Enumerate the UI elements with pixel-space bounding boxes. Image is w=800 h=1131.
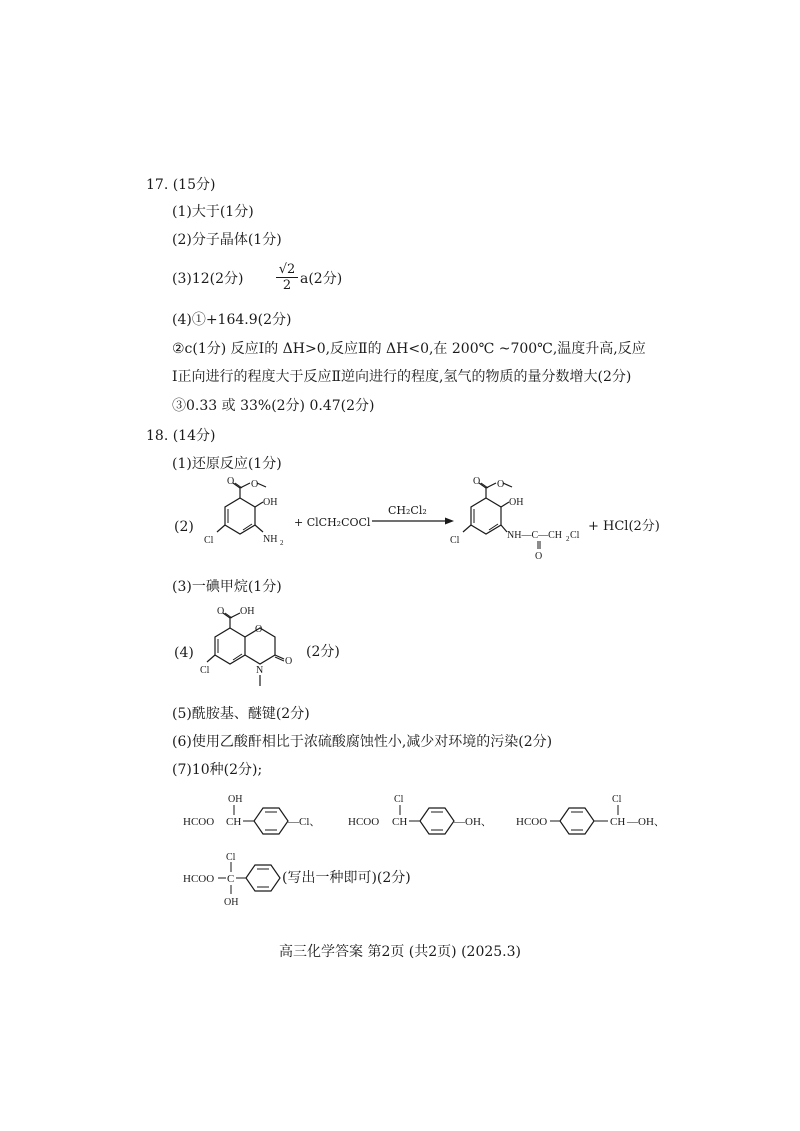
product-chloro-label: Cl [450,535,460,546]
chloro-label: Cl [204,535,214,546]
amide-chain-subscript: 2 [566,535,570,543]
q18-answer-4-score: (2分) [306,644,340,660]
q18-answer-3: (3)一碘甲烷(1分) [172,579,282,595]
q17-answer-2: (2)分子晶体(1分) [172,232,282,248]
isomer-b-ch: CH [392,816,408,828]
product-hydroxyl-label: OH [509,497,524,508]
q17-answer-3: (3)12(2分) [172,271,244,287]
q18-answer-7: (7)10种(2分); [172,762,263,778]
page-footer: 高三化学答案 第2页 (共2页) (2025.3) [279,944,521,960]
amide-chain-label: NH—C—CH [507,530,563,541]
lactam-o: O [285,656,293,667]
isomer-d-c: C [227,873,235,885]
isomer-c-hcoo: HCOO [516,816,548,828]
amide-o: O [535,551,543,562]
isomer-b-cl: Cl [394,794,404,805]
q18-answer-2-label: (2) [174,519,194,535]
product-carbonyl-o: O [473,476,481,487]
isomer-d-oh: OH [224,897,239,908]
benzoxazinone-cl: Cl [200,665,210,676]
q18-answer-7-note: (写出一种即可)(2分) [282,870,411,886]
q17-answer-1: (1)大于(1分) [172,204,254,220]
isomer-d-hcoo: HCOO [183,873,215,885]
reagent-label: + ClCH₂COCl [294,516,371,529]
fraction-denominator: 2 [282,278,292,293]
product-ester-o: O [497,479,505,490]
q18-header: 18. (14分) [146,428,216,444]
q17-answer-4-2-cont: Ⅰ正向进行的程度大于反应Ⅱ逆向进行的程度,氢气的物质的量分数增大(2分) [172,369,632,385]
amine-subscript: 2 [280,539,284,547]
carbonyl-o: O [227,476,235,487]
product-structure [446,476,596,570]
reactant-structure [200,476,300,560]
solvent-label: CH₂Cl₂ [388,504,427,517]
q18-answer-1: (1)还原反应(1分) [172,456,282,472]
hydroxyl-label: OH [263,497,278,508]
amine-label: NH [263,534,278,545]
q18-answer-5: (5)酰胺基、醚键(2分) [172,706,310,722]
ring-n: N [256,665,264,676]
ester-o: O [251,479,259,490]
isomer-c-ch: CH [610,816,626,828]
q17-answer-4: (4)①+164.9(2分) [172,312,292,328]
acid-oh: OH [240,606,255,617]
sqrt2-over-2-fraction [276,262,298,293]
amide-chain-cl: Cl [570,530,580,541]
reaction-arrow [372,516,454,526]
q17-answer-4-2: ②c(1分) 反应Ⅰ的 ΔH>0,反应Ⅱ的 ΔH<0,在 200℃ ~700℃,温度升高,反应 [172,341,646,357]
q18-answer-4-label: (4) [174,645,194,661]
isomer-d-cl: Cl [226,852,236,863]
ether-o: O [255,624,263,635]
isomer-c-oh: —OH、 [627,816,665,828]
isomer-a-hcoo: HCOO [183,816,215,828]
isomer-b-hcoo: HCOO [348,816,380,828]
isomer-c-cl: Cl [612,794,622,805]
isomer-b-oh: —OH、 [454,816,492,828]
q18-answer-6: (6)使用乙酸酐相比于浓硫酸腐蚀性小,减少对环境的污染(2分) [172,734,553,750]
isomer-a-ch: CH [226,816,242,828]
q18-answer-2-tail: + HCl(2分) [588,519,660,534]
fraction-numerator: √2 [276,262,298,278]
isomer-row-2 [180,848,290,908]
isomer-row-1 [180,788,680,848]
isomer-a-cl: —Cl、 [288,816,321,828]
isomer-a-oh: OH [228,794,243,805]
acid-o: O [217,606,225,617]
benzoxazinone-structure [200,606,310,696]
q17-answer-4-3: ③0.33 或 33%(2分) 0.47(2分) [172,398,375,414]
q17-header: 17. (15分) [146,177,216,193]
q17-answer-3-tail: a(2分) [300,271,343,287]
